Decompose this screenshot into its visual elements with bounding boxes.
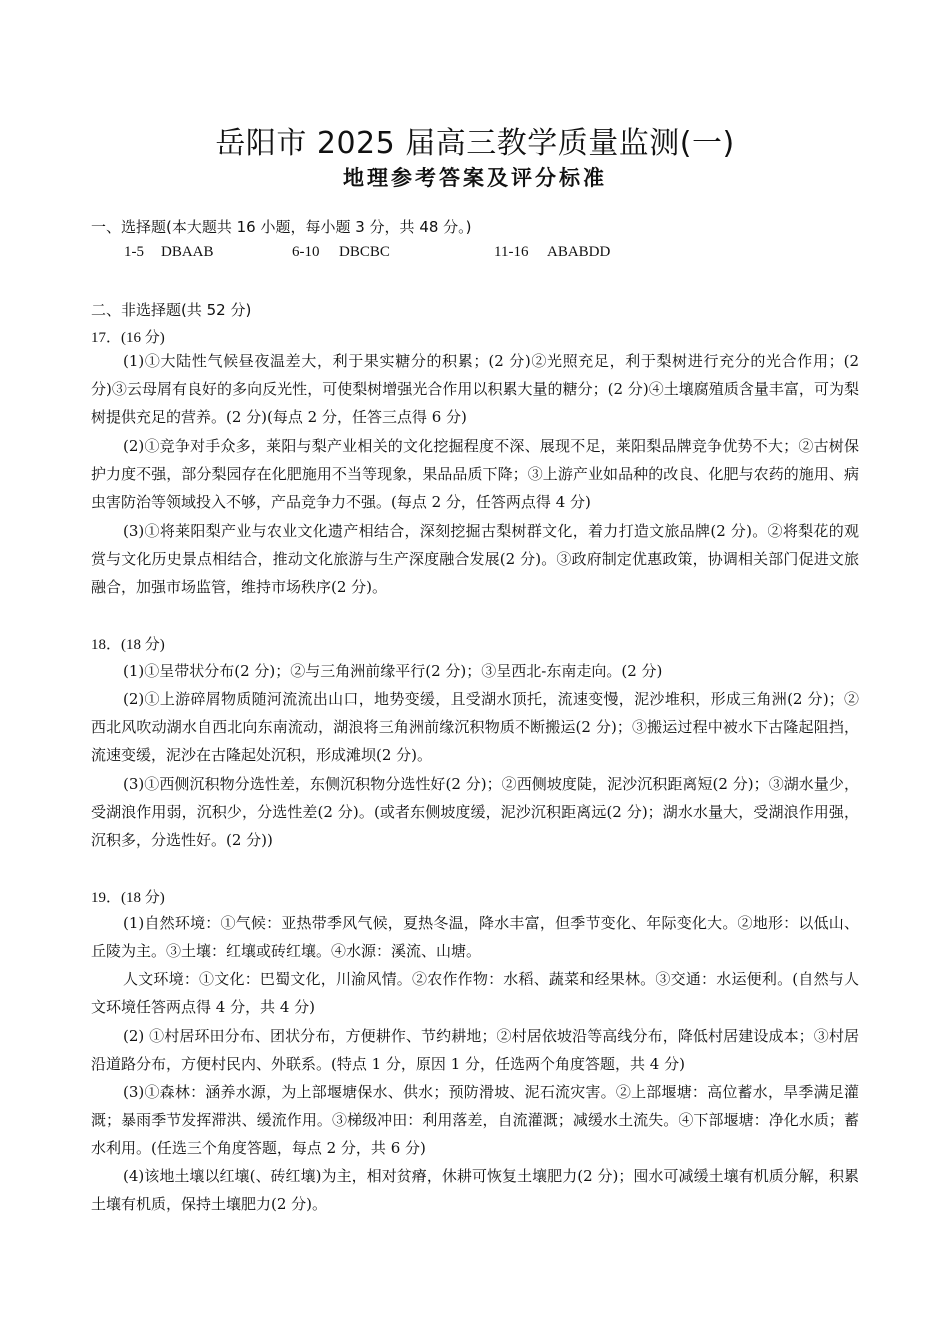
question-19-part-1: (1)自然环境：①气候：亚热带季风气候，夏热冬温，降水丰富，但季节变化、年际变化大。②地形：以低山、丘陵为主。③土壤：红壤或砖红壤。④水源：溪流、山塘。 <box>91 914 859 961</box>
question-18-part-2: (2)①上游碎屑物质随河流流出山口，地势变缓，且受湖水顶托，流速变慢，泥沙堆积，形成三角洲(2 分)；②西北风吹动湖水自西北向东南流动，湖浪将三角洲前缘沉积物质不断搬运(2 分)；③搬运过程中被水下古隆起阻挡，流速变缓，泥沙在古隆起处沉积，形成滩坝(2 分)。 <box>91 690 859 765</box>
question-19-part-2: (2) ①村居环田分布、团状分布，方便耕作、节约耕地；②村居依坡沿等高线分布，降低村居建设成本；③村居沿道路分布，方便村民内、外联系。(特点 1 分，原因 1 分，任选两个角度答题，共 4 分) <box>91 1027 859 1074</box>
question-18-label: 18．(18 分) <box>91 637 165 653</box>
page-subtitle: 地理参考答案及评分标准 <box>343 166 607 190</box>
answer-key-11-16: ABABDD <box>547 244 611 260</box>
question-19-part-4: (4)该地土壤以红壤(、砖红壤)为主，相对贫瘠，休耕可恢复土壤肥力(2 分)；囤水可减缓土壤有机质分解，积累土壤有机质，保持土壤肥力(2 分)。 <box>91 1167 859 1214</box>
question-17-label: 17．(16 分) <box>91 330 165 346</box>
answer-range-6-10: 6-10 <box>292 244 320 260</box>
question-19-label: 19．(18 分) <box>91 890 165 906</box>
question-17-part-3: (3)①将莱阳梨产业与农业文化遗产相结合，深刻挖掘古梨树群文化，着力打造文旅品牌(2 分)。②将梨花的观赏与文化历史景点相结合，推动文化旅游与生产深度融合发展(2 分)。③政府制定优惠政策，协调相关部门促进文旅融合，加强市场监管，维持市场秩序(2 分)。 <box>91 522 859 597</box>
section-2-heading: 二、非选择题(共 52 分) <box>91 301 252 319</box>
question-18-part-3: (3)①西侧沉积物分选性差，东侧沉积物分选性好(2 分)；②西侧坡度陡，泥沙沉积距离短(2 分)；③湖水量少，受湖浪作用弱，沉积少，分选性差(2 分)。(或者东侧坡度缓，泥沙沉积距离远(2 分)；湖水水量大，受湖浪作用强，沉积多，分选性好。(2 分)) <box>91 775 859 850</box>
section-1-heading: 一、选择题(本大题共 16 小题，每小题 3 分，共 48 分。) <box>91 218 472 236</box>
question-17-part-1: (1)①大陆性气候昼夜温差大，利于果实糖分的积累；(2 分)②光照充足，利于梨树进行充分的光合作用；(2 分)③云母屑有良好的多向反光性，可使梨树增强光合作用以积累大量的糖分；(2 分)④土壤腐殖质含量丰富，可为梨树提供充足的营养。(2 分)(每点 2 分，任答三点得 6 分) <box>91 352 859 427</box>
question-19-part-1-human-environment: 人文环境：①文化：巴蜀文化，川渝风情。②农作作物：水稻、蔬菜和经果林。③交通：水运便利。(自然与人文环境任答两点得 4 分，共 4 分) <box>91 970 859 1017</box>
answer-key-1-5: DBAAB <box>161 244 214 260</box>
answer-range-11-16: 11-16 <box>494 244 529 260</box>
question-17-part-2: (2)①竞争对手众多，莱阳与梨产业相关的文化挖掘程度不深、展现不足，莱阳梨品牌竞争优势不大；②古树保护力度不强，部分梨园存在化肥施用不当等现象，果品品质下降；③上游产业如品种的改良、化肥与农药的施用、病虫害防治等领域投入不够，产品竞争力不强。(每点 2 分，任答两点得 4 分) <box>91 437 859 512</box>
question-19-part-3: (3)①森林：涵养水源，为上部堰塘保水、供水；预防滑坡、泥石流灾害。②上部堰塘：高位蓄水，旱季满足灌溉；暴雨季节发挥滞洪、缓流作用。③梯级冲田：利用落差，自流灌溉；减缓水土流失。④下部堰塘：净化水质；蓄水利用。(任选三个角度答题，每点 2 分，共 6 分) <box>91 1083 859 1158</box>
answer-range-1-5: 1-5 <box>124 244 144 260</box>
question-18-part-1: (1)①呈带状分布(2 分)；②与三角洲前缘平行(2 分)；③呈西北-东南走向。(2 分) <box>123 662 663 680</box>
page-title: 岳阳市 2025 届高三教学质量监测(一) <box>215 126 735 161</box>
answer-key-6-10: DBCBC <box>339 244 390 260</box>
